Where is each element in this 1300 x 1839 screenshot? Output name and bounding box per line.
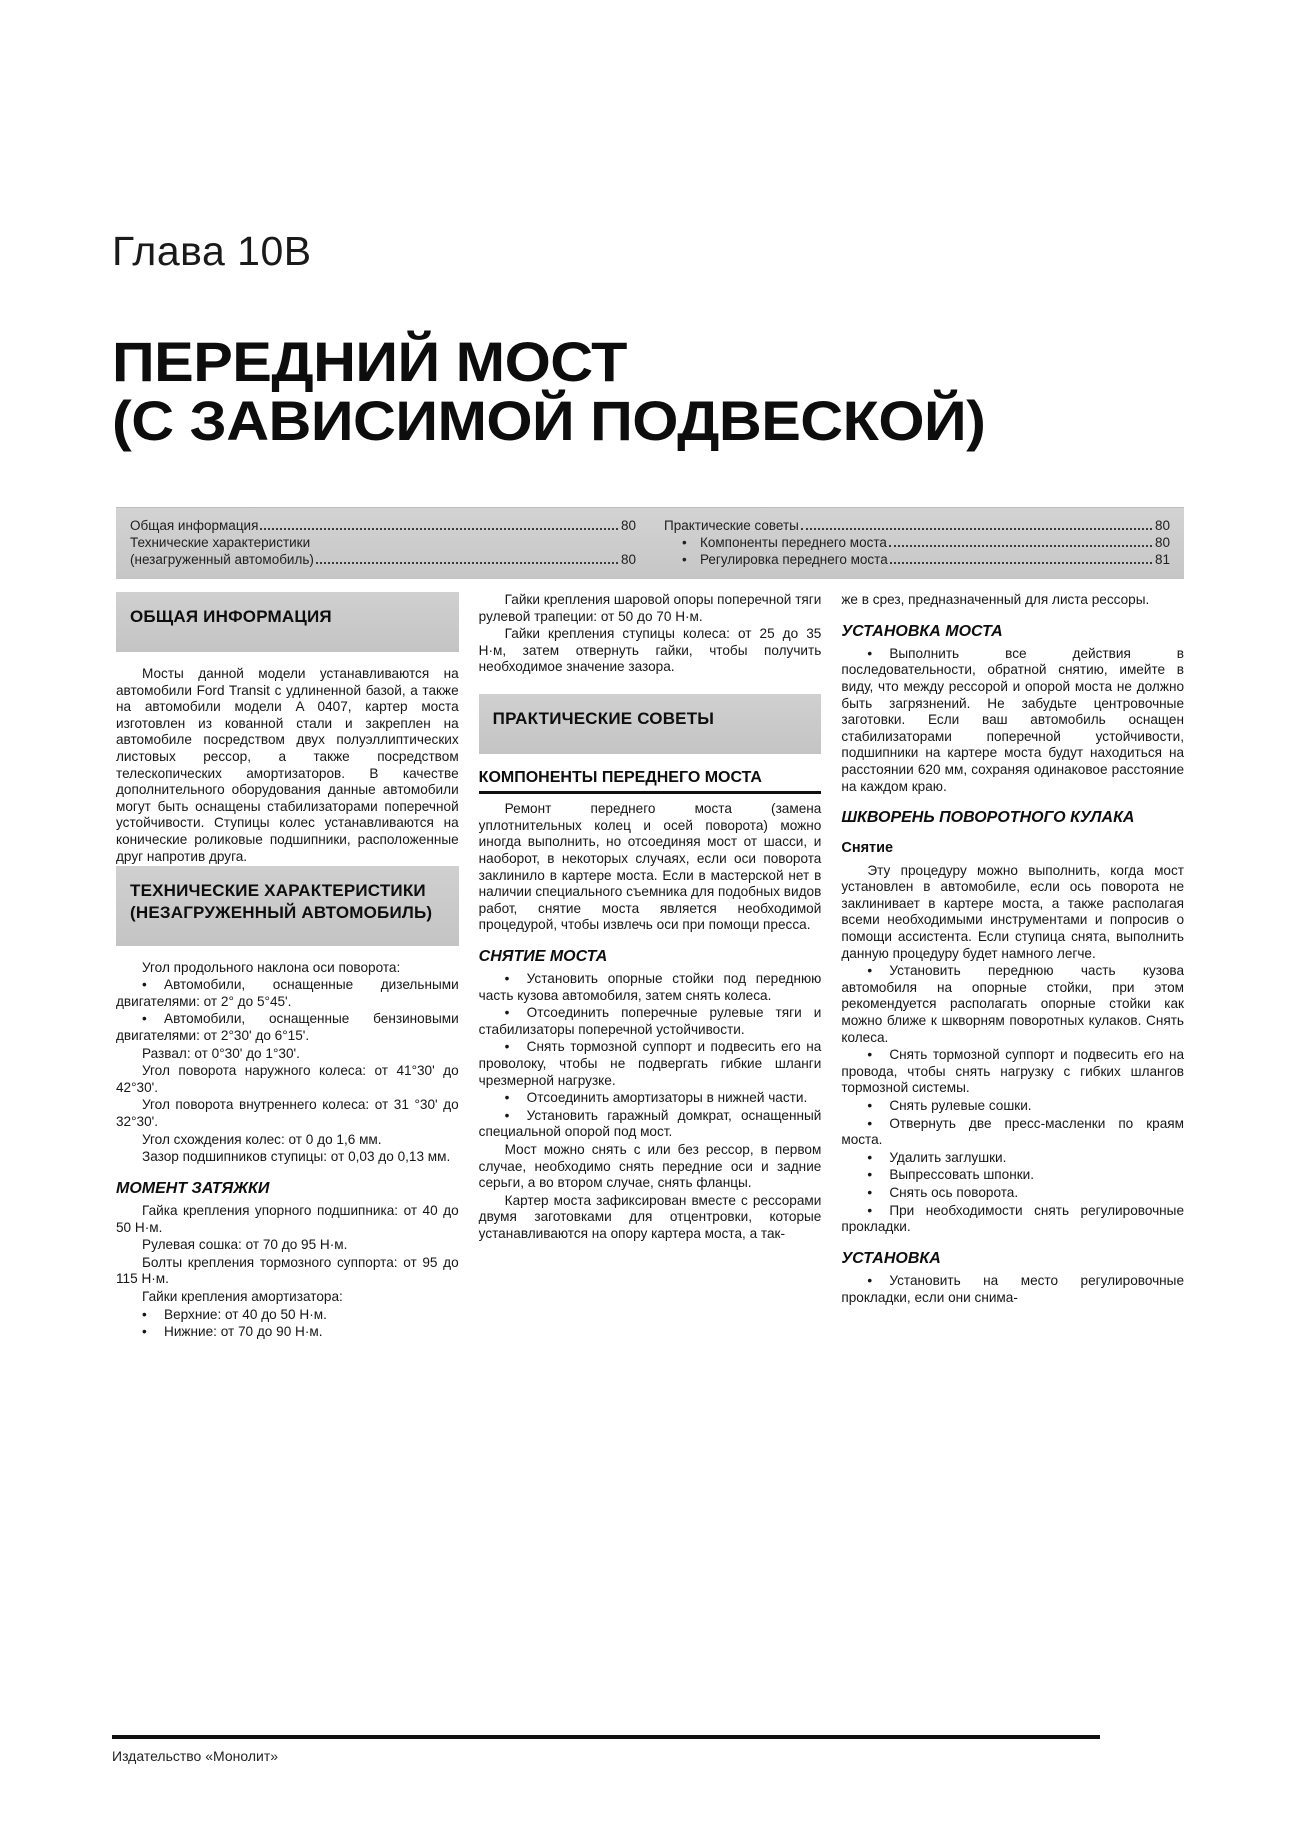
list-item — [479, 971, 822, 1004]
torque-line: Гайки крепления амортизатора: — [142, 1288, 343, 1304]
list-item — [841, 646, 1184, 795]
toc-entry-page: 80 — [620, 518, 636, 533]
toc-entry[interactable] — [130, 517, 636, 534]
kingpin-removal-paragraph: Эту процедуру можно выполнить, когда мост установлен в автомобиле, если ось поворота не заклинивает в картере моста, а также располагая всеми необходимыми инструментами и попросив о помощи ассистента. Если ступица снята, выполнить данную процедуру будет намного легче. — [841, 862, 1185, 961]
toc-leader-dots — [801, 519, 1152, 530]
removal-paragraph: Мост можно снять с или без рессор, в первом случае, необходимо снять передние оси и задние серьги, а во втором случае, снять фланцы. — [478, 1142, 822, 1191]
bullet-icon: • — [867, 645, 873, 661]
spec-intro: Угол продольного наклона оси поворота: — [142, 959, 401, 975]
bullet-icon: • — [142, 977, 147, 993]
spec-line: Угол схождения колес: от 0 до 1,6 мм. — [142, 1131, 382, 1147]
torque-line: Рулевая сошка: от 70 до 95 Н·м. — [142, 1237, 348, 1253]
toc-leader-dots — [316, 553, 618, 564]
toc-entry[interactable] — [130, 534, 636, 551]
subsection-heading-axle-install: УСТАНОВКА МОСТА — [841, 622, 1003, 640]
torque-continuation: Гайки крепления шаровой опоры поперечной тяги рулевой трапеции: от 50 до 70 Н·м. — [478, 592, 822, 624]
column-2 — [479, 592, 822, 1712]
bullet-icon: • — [867, 1167, 873, 1183]
subsection-heading-removal: Снятие — [841, 840, 894, 857]
bullet-icon: • — [504, 1090, 510, 1106]
torque-bullet-list — [116, 1307, 459, 1341]
bullet-icon: • — [867, 1098, 873, 1114]
list-item — [841, 1047, 1184, 1097]
bullet-icon: • — [142, 1306, 147, 1322]
toc-leader-dots — [889, 536, 1152, 547]
article-columns — [116, 592, 1184, 1712]
list-item — [841, 1273, 1184, 1306]
subsection-heading-torque: МОМЕНТ ЗАТЯЖКИ — [116, 1179, 270, 1197]
list-item-label: Отсоединить поперечные рулевые тяги и стабилизаторы поперечной устойчивости. — [478, 1005, 822, 1037]
torque-continuation: Гайки крепления ступицы колеса: от 25 до 35 Н·м, затем отвернуть гайки, чтобы получить необходимое значение зазора. — [478, 626, 822, 675]
chapter-label: Глава 10B — [112, 228, 312, 274]
list-item — [841, 1098, 1184, 1115]
subsection-heading-kingpin: ШКВОРЕНЬ ПОВОРОТНОГО КУЛАКА — [841, 809, 1135, 827]
list-item — [479, 1005, 822, 1038]
list-item — [116, 977, 459, 1010]
list-item — [116, 1324, 459, 1341]
list-item-label: Установить на место регулировочные прокладки, если они снима- — [841, 1272, 1185, 1305]
spec-line: Зазор подшипников ступицы: от 0,03 до 0,13 мм. — [142, 1149, 451, 1165]
toc-entry-page: 81 — [1154, 552, 1170, 567]
list-item-label: Установить переднюю часть кузова автомобиля на опорные стойки, при этом рекомендуется располагать опорные стойки как можно ближе к шкворням поворотных кулаков. Снять колеса. — [841, 963, 1185, 1045]
subsection-heading-installation: УСТАНОВКА — [841, 1249, 941, 1267]
toc-entry-label: Компоненты переднего моста — [700, 535, 887, 550]
list-item — [479, 1090, 822, 1107]
toc-column-right — [650, 517, 1184, 568]
list-item-label: При необходимости снять регулировочные прокладки. — [841, 1202, 1185, 1235]
toc-entry-page: 80 — [620, 552, 636, 567]
toc-column-left — [116, 517, 650, 568]
bullet-icon: • — [142, 1324, 147, 1340]
list-item-label: Установить опорные стойки под переднюю часть кузова автомобиля, затем снять колеса. — [478, 971, 822, 1003]
section-heading-practical-tips: ПРАКТИЧЕСКИЕ СОВЕТЫ — [479, 694, 822, 754]
bullet-icon: • — [867, 1115, 873, 1131]
list-item — [841, 1203, 1184, 1236]
page-title — [112, 332, 1077, 451]
subsection-heading-axle-removal: СНЯТИЕ МОСТА — [478, 947, 608, 965]
toc-entry-label: (незагруженный автомобиль) — [130, 552, 314, 567]
torque-line: Гайка крепления упорного подшипника: от 40 до 50 Н·м. — [116, 1202, 459, 1235]
subsection-heading-components: КОМПОНЕНТЫ ПЕРЕДНЕГО МОСТА — [479, 768, 822, 794]
toc-entry[interactable] — [130, 551, 636, 568]
list-item — [841, 1167, 1184, 1184]
footer-publisher: Издательство «Монолит» — [112, 1748, 279, 1764]
bullet-icon: • — [504, 1107, 510, 1123]
bullet-icon: • — [867, 1272, 873, 1288]
page-title-line2: (С ЗАВИСИМОЙ ПОДВЕСКОЙ) — [112, 389, 986, 453]
list-item — [841, 1185, 1184, 1202]
toc-leader-dots — [890, 553, 1152, 564]
list-item-label: Автомобили, оснащенные дизельными двигателями: от 2° до 5°45'. — [116, 977, 459, 1009]
list-item-label: Отвернуть две пресс-масленки по краям моста. — [841, 1115, 1185, 1148]
list-item-label: Удалить заглушки. — [889, 1149, 1007, 1165]
toc-leader-dots — [260, 519, 618, 530]
section-heading-general-info: ОБЩАЯ ИНФОРМАЦИЯ — [116, 592, 459, 652]
bullet-icon: • — [867, 1184, 873, 1200]
bullet-icon: • — [682, 552, 687, 567]
column-3 — [841, 592, 1184, 1712]
section-heading-specifications: ТЕХНИЧЕСКИЕ ХАРАКТЕРИСТИКИ (НЕЗАГРУЖЕННЫЙ АВТОМОБИЛЬ) — [116, 866, 459, 946]
list-item-label: Выполнить все действия в последовательности, обратной снятию, имейте в виду, что между рессорой и опорой моста не должно быть загрязнений. Не забудьте центровочные заготовки. Если ваш автомобиль оснащен стабилизаторами поперечной устойчивости, подшипники на картере моста будут находиться на расстоянии 620 мм, сохраняя одинаковое расстояние на каждом краю. — [841, 645, 1185, 794]
list-item-label: Верхние: от 40 до 50 Н·м. — [164, 1306, 327, 1322]
list-item — [841, 963, 1184, 1046]
bullet-icon: • — [504, 1005, 510, 1021]
toc-entry-page: 80 — [1154, 518, 1170, 533]
list-item-label: Снять ось поворота. — [889, 1184, 1019, 1200]
spec-line: Угол поворота внутреннего колеса: от 31 °30' до 32°30'. — [116, 1097, 459, 1129]
toc-entry-page: 80 — [1154, 535, 1170, 550]
bullet-icon: • — [504, 1039, 510, 1055]
column-1 — [116, 592, 459, 1712]
bullet-icon: • — [867, 1047, 873, 1063]
list-item-label: Установить гаражный домкрат, оснащенный специальной опорой под мост. — [478, 1107, 822, 1140]
bullet-icon: • — [867, 1202, 873, 1218]
components-paragraph: Ремонт переднего моста (замена уплотнительных колец и осей поворота) можно иногда выполнить, но отсоединяя мост от шасси, и наоборот, в некоторых случаях, если оси поворота заклинило в картере моста. Если в мастерской нет в наличии специального съемника для подобных видов работ, снятие моста является необходимой процедурой, чтобы извлечь оси при помощи пресса. — [478, 801, 822, 933]
page-title-line1: ПЕРЕДНИЙ МОСТ — [112, 330, 627, 393]
toc-entry-label: Практические советы — [664, 518, 799, 533]
bullet-icon: • — [867, 963, 873, 979]
list-item-label: Снять тормозной суппорт и подвесить его на провода, чтобы снять нагрузку с гибких шлангов тормозной системы. — [841, 1047, 1185, 1096]
installation-bullet-list — [841, 1273, 1184, 1306]
toc-entry-label: Регулировка переднего моста — [700, 552, 888, 567]
bullet-icon: • — [682, 535, 687, 550]
bullet-icon: • — [142, 1011, 147, 1027]
list-item-label: Снять тормозной суппорт и подвесить его на проволоку, чтобы не подвергать гибкие шланги чрезмерной нагрузке. — [478, 1039, 822, 1088]
list-item-label: Автомобили, оснащенные бензиновыми двигателями: от 2°30' до 6°15'. — [116, 1011, 459, 1043]
spec-line: Развал: от 0°30' до 1°30'. — [142, 1045, 300, 1061]
install-bullet-list — [841, 646, 1184, 795]
list-item — [116, 1011, 459, 1044]
removal-bullet-list — [479, 971, 822, 1141]
removal-paragraph: Картер моста зафиксирован вместе с рессорами двумя заготовками для отцентровки, которые устанавливаются на опору картера моста, а так- — [478, 1192, 822, 1241]
list-item — [841, 1150, 1184, 1167]
list-item-label: Снять рулевые сошки. — [889, 1098, 1032, 1114]
list-item — [116, 1307, 459, 1324]
spec-line: Угол поворота наружного колеса: от 41°30' до 42°30'. — [116, 1063, 459, 1095]
list-item-label: Выпрессовать шпонки. — [889, 1167, 1035, 1183]
list-item-label: Отсоединить амортизаторы в нижней части. — [526, 1090, 808, 1106]
removal-continuation: же в срез, предназначенный для листа рессоры. — [841, 592, 1150, 607]
kingpin-removal-bullet-list — [841, 963, 1184, 1236]
toc-entry-label: Общая информация — [130, 518, 259, 533]
list-item — [479, 1108, 822, 1141]
list-item-label: Нижние: от 70 до 90 Н·м. — [164, 1324, 323, 1340]
toc-entry[interactable] — [664, 534, 1170, 551]
list-item — [841, 1116, 1184, 1149]
toc-entry[interactable] — [664, 517, 1170, 534]
spec-bullet-list — [116, 977, 459, 1044]
bullet-icon: • — [504, 971, 510, 987]
general-info-paragraph: Мосты данной модели устанавливаются на автомобили Ford Transit с удлиненной базой, а также на автомобили модели A 0407, картер моста изготовлен из кованной стали и закреплен на автомобиле посредством двух полуэллиптических листовых рессор, а также посредством телескопических амортизаторов. В качестве дополнительного оборудования данные автомобили могут быть оснащены стабилизаторами поперечной устойчивости. Ступицы колес устанавливаются на конические роликовые подшипники, расположенные друг напротив друга. — [116, 666, 459, 864]
table-of-contents — [116, 507, 1184, 579]
footer-divider — [112, 1735, 1100, 1739]
list-item — [479, 1039, 822, 1089]
torque-line: Болты крепления тормозного суппорта: от 95 до 115 Н·м. — [116, 1254, 459, 1287]
bullet-icon: • — [867, 1149, 873, 1165]
toc-entry[interactable] — [664, 551, 1170, 568]
toc-entry-label: Технические характеристики — [130, 535, 311, 550]
